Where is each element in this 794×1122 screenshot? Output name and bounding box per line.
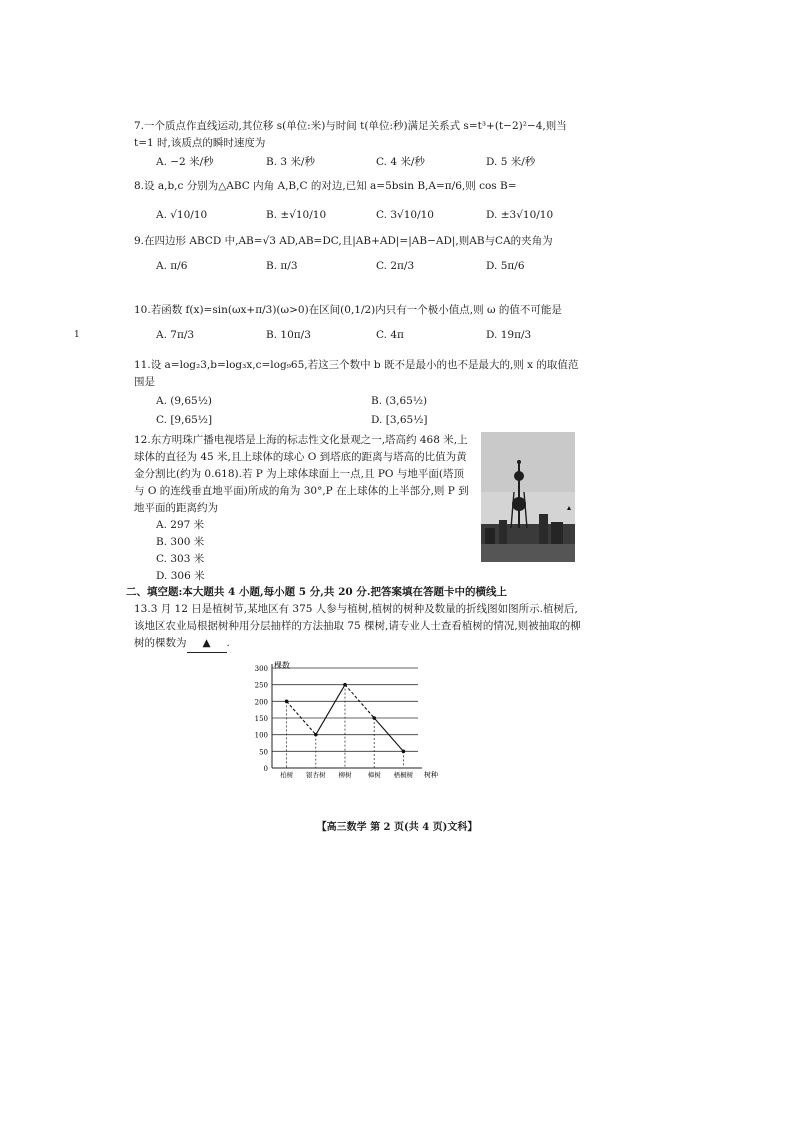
chart-data-point: [314, 733, 318, 737]
chart-y-tick-label: 0: [263, 765, 268, 773]
question-13-end: .: [226, 637, 230, 649]
question-11-option-c: C. [9,65½]: [156, 414, 213, 426]
chart-y-axis-label: 棵数: [274, 661, 290, 670]
question-11-options-row-1: [134, 393, 584, 410]
question-9-stem: 9.在四边形 ABCD 中,AB=√3 AD,AB=DC,且|AB+AD|=|AB−AD|,则AB与CA的夹角为: [134, 235, 553, 247]
question-9-option-d: D. 5π/6: [486, 260, 525, 272]
chart-x-tick-label: 柳树: [338, 771, 352, 779]
question-8-option-a: A. √10/10: [156, 209, 208, 221]
chart-series-segment: [316, 685, 345, 735]
question-9-options: [134, 258, 584, 275]
chart-data-point: [343, 683, 347, 687]
question-12-option-c: C. 303 米: [156, 553, 205, 565]
question-11-option-a: A. (9,65½): [156, 395, 213, 407]
margin-mark: 1: [74, 330, 80, 340]
question-7-option-a: A. −2 米/秒: [156, 156, 214, 168]
chart-y-tick-label: 200: [254, 698, 268, 707]
question-10-options: [134, 327, 584, 344]
question-12: [134, 432, 474, 585]
question-11-option-d: D. [3,65½]: [371, 414, 428, 426]
question-11: [134, 357, 584, 429]
question-7-option-b: B. 3 米/秒: [266, 156, 315, 168]
question-13-stem: [134, 601, 584, 653]
question-11-options-row-2: [134, 412, 584, 429]
chart-y-tick-label: 100: [254, 731, 268, 740]
chart-y-ticks: [255, 665, 268, 773]
question-8-options: [134, 207, 584, 224]
question-9-option-a: A. π/6: [156, 260, 188, 272]
question-10-option-a: A. 7π/3: [156, 329, 195, 341]
tower-photo-drawing: [481, 432, 575, 562]
tower-photo: [481, 432, 575, 562]
question-9-option-b: B. π/3: [266, 260, 298, 272]
chart-x-axis-label: 树种: [424, 771, 438, 779]
question-7-stem: 7.一个质点作直线运动,其位移 s(单位:米)与时间 t(单位:秒)满足关系式 s=t³+(t−2)²−4,则当 t=1 时,该质点的瞬时速度为: [134, 120, 567, 149]
chart-x-tick-label: 柏树: [280, 771, 294, 779]
tree-count-line-chart: [240, 660, 450, 788]
question-10: [134, 302, 584, 344]
question-10-stem: 10.若函数 f(x)=sin(ωx+π/3)(ω>0)在区间(0,1/2)内只有一个极小值点,则 ω 的值不可能是: [134, 304, 562, 316]
question-10-option-b: B. 10π/3: [266, 329, 311, 341]
question-12-option-a: A. 297 米: [156, 519, 205, 531]
question-8-option-d: D. ±3√10/10: [486, 209, 554, 221]
chart-data-point: [372, 716, 376, 720]
chart-x-ticks: [280, 770, 414, 779]
chart-x-tick-label: 梧桐树: [393, 771, 414, 779]
chart-x-tick-label: 樟树: [367, 771, 381, 779]
question-8-option-b: B. ±√10/10: [266, 209, 327, 221]
page-footer: 【高三数学 第 2 页(共 4 页)文科】: [316, 822, 478, 833]
question-13-text: 13.3 月 12 日是植树节,某地区有 375 人参与植树,植树的树种及数量的折线图如图所示.植树后,该地区农业局根据树种用分层抽样的方法抽取 75 棵树,请专业人士查看植树的情况,则被抽取的柳树的棵数为: [134, 603, 581, 649]
question-7-option-d: D. 5 米/秒: [486, 156, 536, 168]
question-10-option-d: D. 19π/3: [486, 329, 532, 341]
question-12-option-b: B. 300 米: [156, 536, 205, 548]
chart-data-point: [285, 700, 289, 704]
question-10-option-c: C. 4π: [376, 329, 404, 341]
chart-y-tick-label: 250: [254, 681, 268, 690]
chart-y-tick-label: 300: [254, 665, 268, 673]
question-13: [134, 601, 584, 653]
question-12-option-d: D. 306 米: [156, 570, 205, 582]
question-12-options: [156, 517, 474, 585]
chart-svg: [240, 660, 450, 784]
section-2-heading: 二、填空题:本大题共 4 小题,每小题 5 分,共 20 分.把答案填在答题卡中的横线上: [126, 586, 507, 598]
chart-y-tick-label: 50: [259, 748, 268, 757]
answer-blank[interactable]: ▲: [187, 635, 227, 653]
chart-x-tick-label: 银杏树: [306, 771, 326, 779]
chart-drop-lines: [287, 685, 404, 768]
question-8-option-c: C. 3√10/10: [376, 209, 434, 221]
question-7-options: [134, 154, 584, 171]
question-9: [134, 233, 584, 275]
chart-axes: [272, 664, 422, 768]
question-9-option-c: C. 2π/3: [376, 260, 415, 272]
question-8-stem: 8.设 a,b,c 分别为△ABC 内角 A,B,C 的对边,已知 a=5bsin B,A=π/6,则 cos B=: [134, 180, 517, 192]
question-7-option-c: C. 4 米/秒: [376, 156, 425, 168]
question-7: [134, 118, 584, 171]
question-11-stem: 11.设 a=log₂3,b=log₃x,c=log₉65,若这三个数中 b 既不是最小的也不是最大的,则 x 的取值范围是: [134, 359, 579, 388]
chart-y-tick-label: 150: [254, 715, 268, 723]
question-12-stem: 12.东方明珠广播电视塔是上海的标志性文化景观之一,塔高约 468 米,上球体的直径为 45 米,且上球体的球心 O 到塔底的距离与塔高的比值为黄金分割比(约为 0.618).若 P 为上球体球面上一点,且 PO 与地平面(塔顶与 O 的连线垂直地平面)所成的角为 30°,P 在上球体的上半部分,则 P 到地平面的距离约为: [134, 434, 469, 514]
chart-data-point: [402, 750, 406, 754]
question-8: [134, 178, 584, 224]
question-11-option-b: B. (3,65½): [371, 395, 428, 407]
